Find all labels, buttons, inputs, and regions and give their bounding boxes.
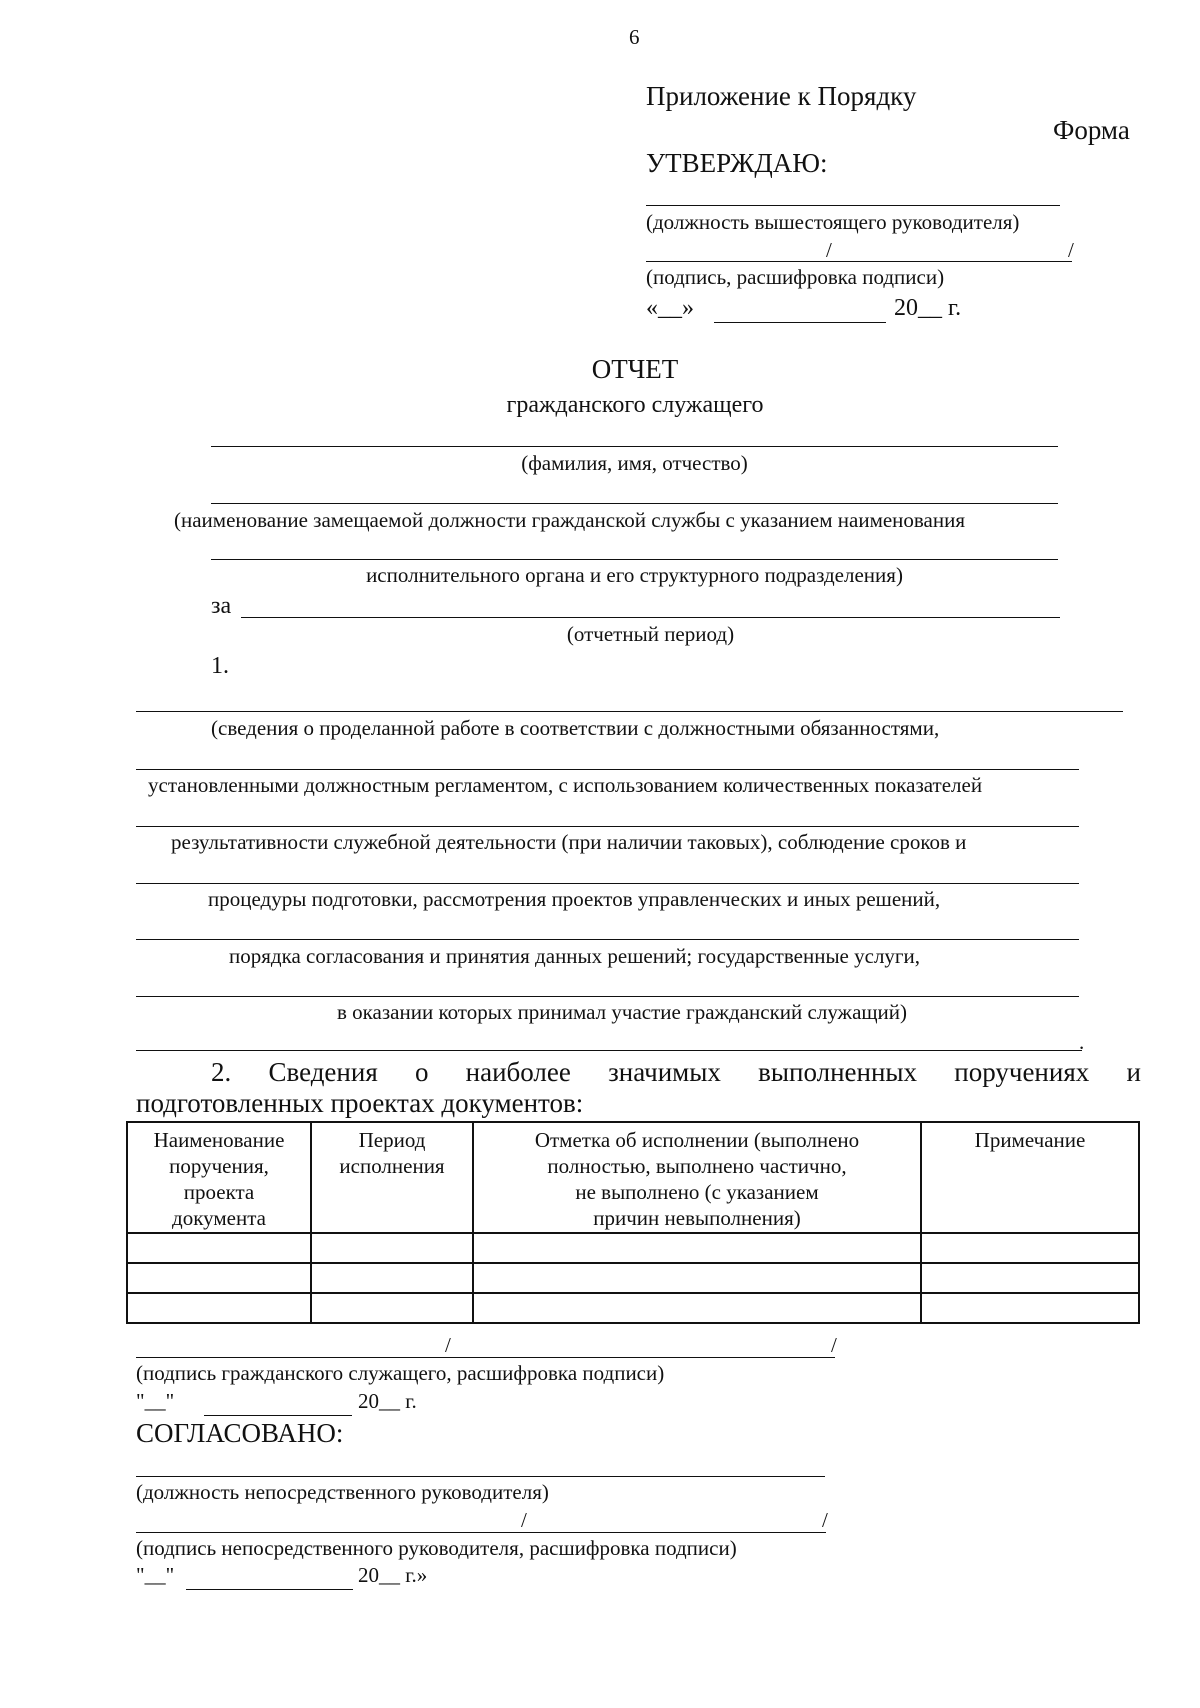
table-cell — [127, 1263, 311, 1293]
approve-heading: УТВЕРЖДАЮ: — [646, 148, 828, 178]
approve-date-year: 20__ г. — [894, 295, 962, 321]
manager-position-caption: (должность непосредственного руководителя) — [136, 1480, 549, 1504]
section-2-word: выполненных — [758, 1057, 918, 1087]
table-cell — [921, 1263, 1139, 1293]
section-1-caption-2: установленными должностным регламентом, с использованием количественных показателей — [148, 773, 983, 797]
approver-signature-caption: (подпись, расшифровка подписи) — [646, 265, 945, 289]
assignments-table — [126, 1121, 1140, 1324]
table-cell — [127, 1233, 311, 1263]
section-2-word: и — [1126, 1057, 1141, 1087]
table-cell — [921, 1233, 1139, 1263]
position-line-2 — [211, 559, 1058, 560]
period-line — [241, 617, 1060, 618]
section-1-caption-6: в оказании которых принимал участие гражданский служащий) — [337, 1000, 908, 1024]
fio-line — [211, 446, 1058, 447]
approve-date-day: «__» — [646, 295, 694, 321]
section-1-number: 1. — [211, 653, 229, 679]
table-row — [127, 1293, 1139, 1323]
period-za-label: за — [211, 593, 232, 619]
manager-position-line — [136, 1476, 825, 1477]
table-cell — [921, 1293, 1139, 1323]
table-cell — [311, 1263, 473, 1293]
section-2-word: значимых — [608, 1057, 721, 1087]
manager-signature-caption: (подпись непосредственного руководителя, расшифровка подписи) — [136, 1536, 737, 1560]
table-cell — [127, 1293, 311, 1323]
table-cell — [473, 1293, 921, 1323]
section-2-word: 2. — [211, 1057, 232, 1087]
manager-signature-slash: / — [521, 1508, 527, 1532]
section-2-heading-line-2: подготовленных проектах документов: — [136, 1088, 584, 1118]
section-1-line-7 — [136, 1050, 1082, 1051]
servant-date-year: 20__ г. — [358, 1389, 417, 1413]
section-1-caption-1: (сведения о проделанной работе в соответствии с должностными обязанностями, — [211, 716, 940, 740]
form-label: Форма — [1053, 115, 1130, 145]
table-row — [127, 1263, 1139, 1293]
manager-date-month-line — [186, 1589, 353, 1590]
position-caption-2: исполнительного органа и его структурного подразделения) — [366, 563, 903, 587]
section-1-caption-3: результативности служебной деятельности (при наличии таковых), соблюдение сроков и — [171, 830, 967, 854]
position-caption-1: (наименование замещаемой должности гражданской службы с указанием наименования — [174, 508, 966, 532]
agreed-heading: СОГЛАСОВАНО: — [136, 1418, 344, 1448]
table-header-row — [127, 1122, 1139, 1233]
section-1-line-1 — [136, 711, 1123, 712]
section-1-line-4 — [136, 883, 1079, 884]
approver-signature-slash: / — [826, 238, 832, 262]
page-number: 6 — [629, 25, 640, 49]
servant-date-day: "__" — [136, 1389, 175, 1413]
approver-position-line — [646, 205, 1060, 206]
manager-signature-line — [136, 1532, 826, 1533]
table-cell — [311, 1293, 473, 1323]
section-2-word: поручениях — [954, 1057, 1090, 1087]
section-1-caption-5: порядка согласования и принятия данных решений; государственные услуги, — [229, 944, 921, 968]
column-header-note: Примечание — [921, 1122, 1139, 1233]
manager-date-year: 20__ г.» — [358, 1563, 428, 1587]
manager-date-day: "__" — [136, 1563, 175, 1587]
report-subtitle: гражданского служащего — [506, 392, 764, 418]
servant-signature-slash: / — [445, 1333, 451, 1357]
approver-signature-slash-end: / — [1068, 238, 1074, 262]
column-header-status: Отметка об исполнении (выполнено полностью, выполнено частично, не выполнено (с указанием причин невыполнения) — [473, 1122, 921, 1233]
period-caption: (отчетный период) — [566, 622, 735, 646]
section-2-heading-line-1 — [211, 1057, 1141, 1088]
servant-date-month-line — [204, 1415, 352, 1416]
table-cell — [473, 1263, 921, 1293]
manager-signature-slash-end: / — [822, 1508, 828, 1532]
approve-date-month-line — [714, 322, 886, 323]
servant-signature-caption: (подпись гражданского служащего, расшифровка подписи) — [136, 1361, 665, 1385]
section-1-line-5 — [136, 939, 1079, 940]
servant-signature-slash-end: / — [831, 1333, 837, 1357]
report-title: ОТЧЕТ — [591, 354, 679, 384]
section-2-word: о — [414, 1057, 429, 1087]
appendix-title: Приложение к Порядку — [646, 81, 917, 111]
position-line-1 — [211, 503, 1058, 504]
section-1-caption-4: процедуры подготовки, рассмотрения проектов управленческих и иных решений, — [208, 887, 941, 911]
table-row — [127, 1233, 1139, 1263]
column-header-period: Период исполнения — [311, 1122, 473, 1233]
section-1-line-6 — [136, 996, 1079, 997]
servant-signature-line — [136, 1357, 835, 1358]
column-header-name: Наименование поручения, проекта документа — [127, 1122, 311, 1233]
section-1-line-3 — [136, 826, 1079, 827]
section-1-line-2 — [136, 769, 1079, 770]
table-cell — [473, 1233, 921, 1263]
section-1-trailing-dot: . — [1079, 1030, 1085, 1054]
section-2-word: Сведения — [268, 1057, 378, 1087]
table-cell — [311, 1233, 473, 1263]
approver-signature-line — [646, 261, 1072, 262]
approver-position-caption: (должность вышестоящего руководителя) — [646, 210, 1020, 234]
section-2-word: наиболее — [465, 1057, 571, 1087]
fio-caption: (фамилия, имя, отчество) — [521, 451, 748, 475]
